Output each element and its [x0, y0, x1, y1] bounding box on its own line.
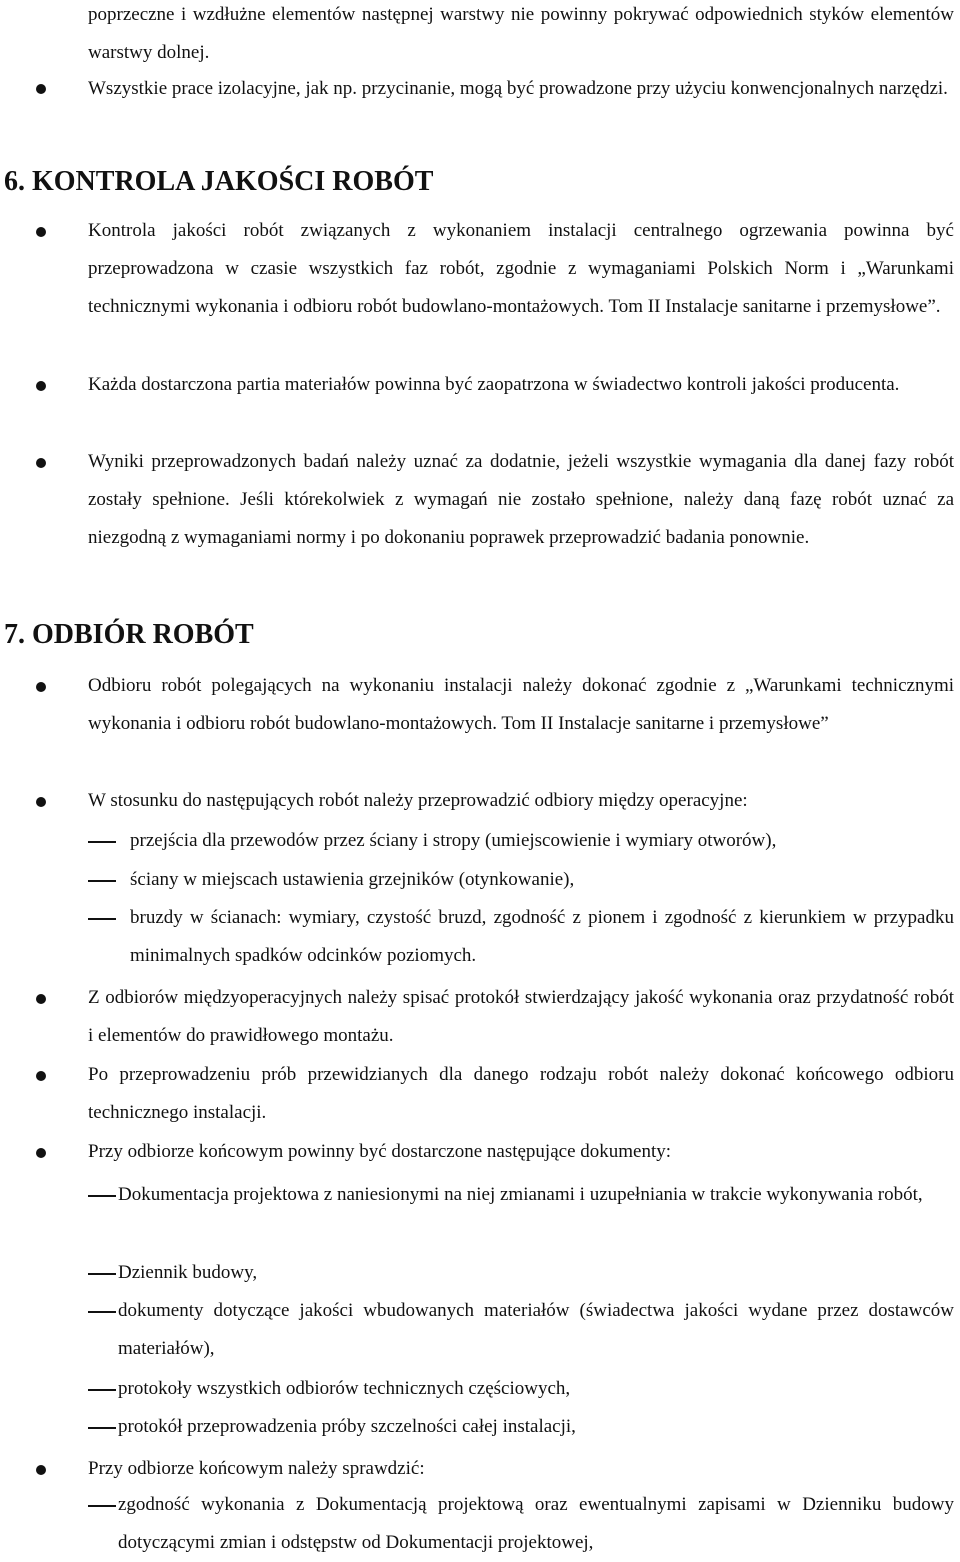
dash-icon — [88, 1427, 116, 1429]
section-6-heading: 6. KONTROLA JAKOŚCI ROBÓT — [4, 166, 434, 197]
dash-icon — [88, 841, 116, 843]
dash-icon — [88, 1505, 116, 1507]
bullet-paragraph: Z odbiorów międzyoperacyjnych należy spisać protokół stwierdzający jakość wykonania oraz przydatność robót i elementów do prawidłowego montażu. — [88, 987, 954, 1046]
bullet-icon — [36, 227, 46, 237]
section-7-heading: 7. ODBIÓR ROBÓT — [4, 619, 254, 650]
bullet-icon — [36, 1465, 46, 1475]
dash-icon — [88, 1389, 116, 1391]
bullet-icon — [36, 682, 46, 692]
dash-icon — [88, 880, 116, 882]
bullet-paragraph: Każda dostarczona partia materiałów powinna być zaopatrzona w świadectwo kontroli jakości producenta. — [88, 374, 900, 395]
dash-icon — [88, 1273, 116, 1275]
bullet-paragraph: Kontrola jakości robót związanych z wykonaniem instalacji centralnego ogrzewania powinna być przeprowadzona w czasie wszystkich faz robót, zgodnie z wymaganiami Polskich Norm i „Warunkami technicznymi wykonania i odbioru robót budowlano-montażowych. Tom II Instalacje sanitarne i przemysłowe”. — [88, 220, 954, 317]
bullet-paragraph: Przy odbiorze końcowym powinny być dostarczone następujące dokumenty: — [88, 1141, 672, 1162]
dash-icon — [88, 1195, 116, 1197]
bullet-icon — [36, 458, 46, 468]
bullet-icon — [36, 381, 46, 391]
dash-icon — [88, 1311, 116, 1313]
sub-list-item: protokół przeprowadzenia próby szczelności całej instalacji, — [118, 1416, 576, 1437]
sub-list-item: protokoły wszystkich odbiorów technicznych częściowych, — [118, 1378, 571, 1399]
bullet-icon — [36, 797, 46, 807]
bullet-paragraph: Odbioru robót polegających na wykonaniu instalacji należy dokonać zgodnie z „Warunkami technicznymi wykonania i odbioru robót budowlano-montażowych. Tom II Instalacje sanitarne i przemysłowe” — [88, 675, 954, 734]
bullet-paragraph: Po przeprowadzeniu prób przewidzianych dla danego rodzaju robót należy dokonać końcowego odbioru technicznego instalacji. — [88, 1064, 954, 1123]
bullet-icon — [36, 1071, 46, 1081]
bullet-icon — [36, 994, 46, 1004]
bullet-paragraph: Wyniki przeprowadzonych badań należy uznać za dodatnie, jeżeli wszystkie wymagania dla danej fazy robót zostały spełnione. Jeśli którekolwiek z wymagań nie zostało spełnione, należy daną fazę robót uznać za niezgodną z wymaganiami normy i po dokonaniu poprawek przeprowadzić badania ponownie. — [88, 451, 954, 548]
sub-list-item: przejścia dla przewodów przez ściany i stropy (umiejscowienie i wymiary otworów), — [130, 830, 777, 851]
bullet-icon — [36, 84, 46, 94]
sub-list-item: zgodność wykonania z Dokumentacją projektową oraz ewentualnymi zapisami w Dzienniku budowy dotyczącymi zmian i odstępstw od Dokumentacji projektowej, — [118, 1494, 954, 1553]
sub-list-item: Dokumentacja projektowa z naniesionymi na niej zmianami i uzupełniania w trakcie wykonywania robót, — [118, 1184, 923, 1205]
sub-list-item: ściany w miejscach ustawienia grzejników (otynkowanie), — [130, 869, 575, 890]
bullet-paragraph: Przy odbiorze końcowym należy sprawdzić: — [88, 1458, 425, 1479]
dash-icon — [88, 918, 116, 920]
bullet-icon — [36, 1148, 46, 1158]
sub-list-item: Dziennik budowy, — [118, 1262, 258, 1283]
sub-list-item: bruzdy w ścianach: wymiary, czystość bruzd, zgodność z pionem i zgodność z kierunkiem w przypadku minimalnych spadków odcinków poziomych. — [130, 907, 954, 966]
sub-list-item: dokumenty dotyczące jakości wbudowanych materiałów (świadectwa jakości wydane przez dostawców materiałów), — [118, 1300, 954, 1359]
bullet-paragraph: Wszystkie prace izolacyjne, jak np. przycinanie, mogą być prowadzone przy użyciu konwencjonalnych narzędzi. — [88, 78, 948, 99]
bullet-paragraph: W stosunku do następujących robót należy przeprowadzić odbiory między operacyjne: — [88, 790, 748, 811]
continuation-paragraph: poprzeczne i wzdłużne elementów następnej warstwy nie powinny pokrywać odpowiednich styków elementów warstwy dolnej. — [88, 4, 954, 63]
